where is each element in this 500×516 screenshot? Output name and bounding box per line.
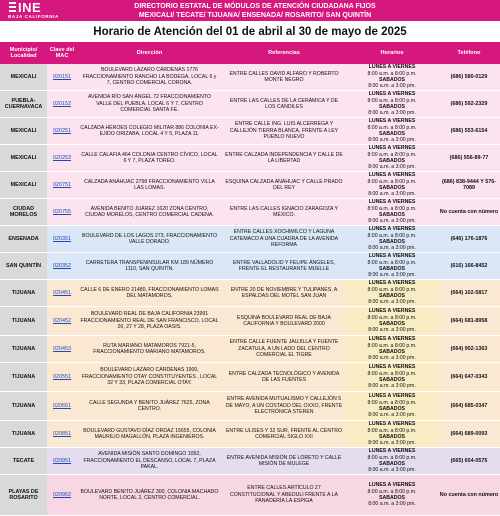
schedule-cell <box>346 336 438 363</box>
reference-cell: ENTRE VALLADOLID Y FELIPE ÁNGELES, FRENTE EL RESTAURANTE MUELLE <box>222 253 346 280</box>
table-row <box>0 145 500 172</box>
table-row <box>0 64 500 91</box>
phone-cell: (686) 553-6154 <box>438 118 500 145</box>
phone-cell: (664) 102-5817 <box>438 280 500 307</box>
module-code-link[interactable]: 020851 <box>47 421 77 448</box>
weekday-label: LUNES A VIERNES <box>368 336 416 343</box>
phone-cell: (664) 902-1363 <box>438 336 500 363</box>
municipio-cell: MEXICALI <box>0 118 47 145</box>
address-cell: CALZADA HÉROES COLEGIO MILITAR 886 COLONIA EX-EJIDO ORIZABA, LOCAL 4 Y 5, PLAZA 11. <box>77 118 222 145</box>
schedule-cell <box>346 392 438 421</box>
schedule-cell <box>346 448 438 475</box>
table-row <box>0 421 500 448</box>
phone-cell: (686) 592-2329 <box>438 91 500 118</box>
table-row <box>0 172 500 199</box>
weekday-hours: 8:00 a.m. a 8:00 p.m. <box>367 488 417 495</box>
saturday-label: SABADOS <box>379 158 405 164</box>
saturday-label: SABADOS <box>379 321 405 327</box>
reference-cell: ESQUINA CALZADA ANÁHUAC Y CALLE PRADO DEL REY <box>222 172 346 199</box>
reference-cell: ENTRE CALLE FUENTE JAUJILLA Y FUENTE ZACATULA, A UN LADO DEL CENTRO COMERCIAL EL TIGRE <box>222 336 346 363</box>
municipio-cell: TIJUANA <box>0 363 47 392</box>
weekday-label: LUNES A VIERNES <box>368 280 416 287</box>
municipio-cell: TIJUANA <box>0 280 47 307</box>
saturday-label: SABADOS <box>379 131 405 137</box>
reference-cell: ENTRE CALLES ARTÍCULO 27 CONSTITUCIONAL Y ABEDULI FRENTE A LA PANADERÍA LA ESPIGA <box>222 475 346 516</box>
reference-cell: ENTRE LAS CALLES DE LA CERÁMICA Y DE LOS CANDILES <box>222 91 346 118</box>
ine-logo <box>0 0 62 21</box>
weekday-hours: 8:00 a.m. a 8:00 p.m. <box>367 399 417 406</box>
table-row <box>0 226 500 253</box>
weekday-hours: 8:00 a.m. a 8:00 p.m. <box>367 314 417 321</box>
weekday-hours: 8:00 a.m. a 8:00 p.m. <box>367 427 417 434</box>
saturday-hours: 8:00 a.m. a 3:00 pm. <box>368 218 416 225</box>
logo-subtitle: BAJA CALIFORNIA <box>8 14 59 19</box>
table-row <box>0 118 500 145</box>
weekday-hours: 8:00 a.m. a 8:00 p.m. <box>367 178 417 185</box>
module-code-link[interactable]: 020351 <box>47 226 77 253</box>
saturday-hours: 8:00 a.m. a 3:00 pm. <box>368 467 416 474</box>
saturday-label: SABADOS <box>379 434 405 440</box>
weekday-label: LUNES A VIERNES <box>368 199 416 206</box>
module-code-link[interactable]: 020352 <box>47 253 77 280</box>
column-header-municipio: Municipio/ Localidad <box>0 42 47 64</box>
directory-title-line2: MEXICALI/ TECATE/ TIJUANA/ ENSENADA/ ROSARITO/ SAN QUINTÍN <box>138 12 372 19</box>
address-cell: BOULEVARD LÁZARO CÁRDENAS 1776 FRACCIONAMIENTO RANCHO LA BODEGA, LOCAL 6 y 7, CENTRO COMERCIAL CORONA. <box>77 64 222 91</box>
column-header-direccion: Dirección <box>77 42 222 64</box>
saturday-hours: 8:00 a.m. a 3:00 pm. <box>368 191 416 198</box>
reference-cell: ENTRE 20 DE NOVIEMBRE Y TULIPANES, A ESPALDAS DEL MOTEL SAN JUAN <box>222 280 346 307</box>
saturday-hours: 8:00 a.m. a 3:00 pm. <box>368 299 416 306</box>
column-header-referencias: Referencias <box>222 42 346 64</box>
module-code-link[interactable]: 020152 <box>47 91 77 118</box>
saturday-label: SABADOS <box>379 239 405 245</box>
weekday-label: LUNES A VIERNES <box>368 226 416 233</box>
table-row <box>0 475 500 516</box>
table-row <box>0 280 500 307</box>
phone-cell: No cuenta con número <box>438 475 500 516</box>
reference-cell: ENTRE CALZADA INDEPENDENCIA Y CALLE DE LA LIBERTAD <box>222 145 346 172</box>
address-cell: BOULEVARD LÁZARO CÁRDENAS 1900, FRACCIONAMIENTO OTAY CONSTITUYENTES , LOCAL 32 Y 33, PLAZA COMERCIAL OTAY. <box>77 363 222 392</box>
saturday-hours: 8:00 a.m. a 3:00 pm. <box>368 383 416 390</box>
directory-title-line1: DIRECTORIO ESTATAL DE MÓDULOS DE ATENCIÓN CIUDADANA FIJOS <box>134 3 376 10</box>
saturday-label: SABADOS <box>379 104 405 110</box>
municipio-cell: CIUDAD MORELOS <box>0 199 47 226</box>
address-cell: AVENIDA RÍO SAN ÁNGEL 72 FRACCIONAMIENTO VALLE DEL PUEBLA, LOCAL 6 Y 7, CENTRO COMERCIAL SANTA FE. <box>77 91 222 118</box>
table-row <box>0 307 500 336</box>
column-header-clave: Clave del MAC <box>47 42 77 64</box>
table-row <box>0 253 500 280</box>
address-cell: CALLE SEGUNDA Y BENITO JUÁREZ 7625, ZONA CENTRO. <box>77 392 222 421</box>
weekday-hours: 8:00 a.m. a 8:00 p.m. <box>367 97 417 104</box>
schedule-cell <box>346 253 438 280</box>
directory-title <box>70 2 440 20</box>
phone-cell: (616) 166-8452 <box>438 253 500 280</box>
reference-cell: ENTRE AVENIDA MUTUALISMO Y CALLEJÓN 5 DE MAYO, A UN COSTADO DEL OXXO, FRENTE ELECTRÓNICA STEREN <box>222 392 346 421</box>
address-cell: CALZADA ANÁHUAC 2798 FRACCIONAMIENTO VILLA LAS LOMAS. <box>77 172 222 199</box>
weekday-label: LUNES A VIERNES <box>368 308 416 315</box>
saturday-hours: 8:00 a.m. a 3:00 pm. <box>368 412 416 419</box>
address-cell: AVENIDA MISIÓN SANTO DOMINGO 1052, FRACCIONAMIENTO EL DESCANSO, LOCAL 7, PLAZA PAKAL. <box>77 448 222 475</box>
saturday-hours: 8:00 a.m. a 3:00 pm. <box>368 110 416 117</box>
saturday-hours: 8:00 a.m. a 3:00 pm. <box>368 272 416 279</box>
address-cell: CALLE CALAFIA 464 COLONIA CENTRO CÍVICO, LOCAL 6 Y 7, PLAZA TOREO. <box>77 145 222 172</box>
weekday-hours: 8:00 a.m. a 8:00 p.m. <box>367 232 417 239</box>
municipio-cell: TIJUANA <box>0 421 47 448</box>
schedule-cell <box>346 172 438 199</box>
reference-cell: ENTRE CALLES DAVID ALFARO Y ROBERTO MONTE NEGRO <box>222 64 346 91</box>
weekday-hours: 8:00 a.m. a 8:00 p.m. <box>367 454 417 461</box>
reference-cell: ENTRE CALLES XOCHIMILCO Y LAGUNA CATEMACO A UNA CUADRA DE LA AVENIDA REFORMA <box>222 226 346 253</box>
reference-cell: ENTRE CALLE ING. LUIS ALCERREGA Y CALLEJÓN TIERRA BLANCA, FRENTE A LEY PUEBLO NUEVO <box>222 118 346 145</box>
module-code-link[interactable]: 020452 <box>47 307 77 336</box>
reference-cell: ENTRE AVENIDA MISIÓN DE LORETO Y CALLE MISIÓN DE MULEGE <box>222 448 346 475</box>
phone-cell: (646) 176-1876 <box>438 226 500 253</box>
module-code-link[interactable]: 020651 <box>47 392 77 421</box>
schedule-cell <box>346 421 438 448</box>
schedule-cell <box>346 118 438 145</box>
schedule-cell <box>346 145 438 172</box>
schedule-cell <box>346 64 438 91</box>
saturday-hours: 8:00 a.m. a 3:00 pm. <box>368 137 416 144</box>
module-code-link[interactable]: 020551 <box>47 363 77 392</box>
weekday-label: LUNES A VIERNES <box>368 448 416 455</box>
table-row <box>0 336 500 363</box>
saturday-hours: 8:00 a.m. a 3:00 pm. <box>368 501 416 508</box>
module-code-link[interactable]: 020251 <box>47 118 77 145</box>
module-code-link[interactable]: 020451 <box>47 280 77 307</box>
weekday-label: LUNES A VIERNES <box>368 421 416 428</box>
weekday-label: LUNES A VIERNES <box>368 145 416 152</box>
weekday-label: LUNES A VIERNES <box>368 118 416 125</box>
weekday-hours: 8:00 a.m. a 8:00 p.m. <box>367 151 417 158</box>
module-code-link[interactable]: 020751 <box>47 172 77 199</box>
table-row <box>0 91 500 118</box>
saturday-label: SABADOS <box>379 293 405 299</box>
table-row <box>0 448 500 475</box>
municipio-cell: MEXICALI <box>0 64 47 91</box>
reference-cell: ENTRE ULISES Y 32 SUR, FRENTE AL CENTRO COMERCIAL SIGLO XXI <box>222 421 346 448</box>
address-cell: CARRETERA TRANSPENINSULAR KM 189 NÚMERO 1110, SAN QUINTÍN. <box>77 253 222 280</box>
saturday-hours: 8:00 a.m. a 3:00 pm. <box>368 164 416 171</box>
municipio-cell: PLAYAS DE ROSARITO <box>0 475 47 516</box>
phone-cell: (664) 689-0093 <box>438 421 500 448</box>
reference-cell: ESQUINA BOULEVARD REAL DE BAJA CALIFORNIA Y BOULEVARD 2000 <box>222 307 346 336</box>
reference-cell: ENTRE LAS CALLES IGNACIO ZARAGOZA Y MÉXICO. <box>222 199 346 226</box>
module-code-link[interactable]: 020951 <box>47 448 77 475</box>
schedule-cell <box>346 475 438 516</box>
weekday-label: LUNES A VIERNES <box>368 253 416 260</box>
saturday-label: SABADOS <box>379 266 405 272</box>
saturday-hours: 8:00 a.m. a 3:00 pm. <box>368 245 416 252</box>
saturday-label: SABADOS <box>379 377 405 383</box>
weekday-label: LUNES A VIERNES <box>368 393 416 400</box>
municipio-cell: PUEBLA-CUERNAVACA <box>0 91 47 118</box>
column-header-horarios: Horarios <box>346 42 438 64</box>
municipio-cell: MEXICALI <box>0 145 47 172</box>
saturday-label: SABADOS <box>379 495 405 501</box>
municipio-cell: ENSENADA <box>0 226 47 253</box>
table-row <box>0 363 500 392</box>
address-cell: BOULEVARD BENITO JUÁREZ 300, COLONIA MACHADO NORTE, LOCAL 2, CENTRO COMERCIAL. <box>77 475 222 516</box>
municipio-cell: TIJUANA <box>0 307 47 336</box>
municipio-cell: TIJUANA <box>0 392 47 421</box>
phone-cell: (686) 556-89-77 <box>438 145 500 172</box>
address-cell: BOULEVARD DE LOS LAGOS 273, FRACCIONAMIENTO VALLE DORADO. <box>77 226 222 253</box>
saturday-label: SABADOS <box>379 461 405 467</box>
municipio-cell: TIJUANA <box>0 336 47 363</box>
municipio-cell: TECATE <box>0 448 47 475</box>
module-code-link[interactable]: 020453 <box>47 336 77 363</box>
phone-cell: (664) 681-8958 <box>438 307 500 336</box>
phone-cell: (686) 580-0129 <box>438 64 500 91</box>
module-code-link[interactable]: 020952 <box>47 475 77 516</box>
schedule-cell <box>346 199 438 226</box>
address-cell: RUTA MARIANO MATAMOROS 7921-5, FRACCIONAMIENTO MARIANO MATAMOROS. <box>77 336 222 363</box>
saturday-hours: 8:00 a.m. a 3:00 pm. <box>368 440 416 447</box>
weekday-label: LUNES A VIERNES <box>368 91 416 98</box>
phone-cell: (664) 685-0347 <box>438 392 500 421</box>
weekday-hours: 8:00 a.m. a 8:00 p.m. <box>367 259 417 266</box>
schedule-cell <box>346 280 438 307</box>
table-row <box>0 392 500 421</box>
saturday-hours: 8:00 a.m. a 3:00 pm. <box>368 355 416 362</box>
saturday-label: SABADOS <box>379 77 405 83</box>
logo-stripes-icon <box>9 2 16 12</box>
saturday-label: SABADOS <box>379 349 405 355</box>
schedule-cell <box>346 307 438 336</box>
weekday-hours: 8:00 a.m. a 8:00 p.m. <box>367 286 417 293</box>
saturday-hours: 8:00 a.m. a 3:00 pm. <box>368 327 416 334</box>
weekday-label: LUNES A VIERNES <box>368 364 416 371</box>
phone-cell: (665) 654-0575 <box>438 448 500 475</box>
page-title: Horario de Atención del 01 de abril al 30 de mayo de 2025 <box>93 26 407 38</box>
municipio-cell: SAN QUINTÍN <box>0 253 47 280</box>
weekday-hours: 8:00 a.m. a 8:00 p.m. <box>367 205 417 212</box>
column-header-telefono: Teléfono <box>438 42 500 64</box>
weekday-hours: 8:00 a.m. a 8:00 p.m. <box>367 370 417 377</box>
weekday-hours: 8:00 a.m. a 8:00 p.m. <box>367 70 417 77</box>
schedule-cell <box>346 91 438 118</box>
saturday-label: SABADOS <box>379 185 405 191</box>
address-cell: BOULEVARD GUSTAVO DÍAZ ORDAZ 15655, COLONIA MAURILIO MAGALLÓN, PLAZA INGENIEROS. <box>77 421 222 448</box>
phone-cell: (686) 838-9444 Y 576-7089 <box>438 172 500 199</box>
saturday-label: SABADOS <box>379 212 405 218</box>
module-code-link[interactable]: 020151 <box>47 64 77 91</box>
municipio-cell: MEXICALI <box>0 172 47 199</box>
weekday-hours: 8:00 a.m. a 8:00 p.m. <box>367 342 417 349</box>
module-code-link[interactable]: 020253 <box>47 145 77 172</box>
address-cell: AVENIDA BENITO JUÁREZ 1620 ZONA CENTRO, CIUDAD MORELOS, CENTRO COMERCIAL CADENA. <box>77 199 222 226</box>
address-cell: BOULEVARD REAL DE BAJA CALIFORNIA 23991 FRACCIONAMIENTO REAL DE SAN FRANCISCO, LOCAL 26, 27 Y 28, PLAZA OASIS. <box>77 307 222 336</box>
module-code-link[interactable]: 020755 <box>47 199 77 226</box>
weekday-label: LUNES A VIERNES <box>368 482 416 489</box>
schedule-cell <box>346 226 438 253</box>
weekday-label: LUNES A VIERNES <box>368 172 416 179</box>
logo-mark-text: INE <box>18 0 42 15</box>
phone-cell: No cuenta con número <box>438 199 500 226</box>
reference-cell: ENTRE CALZADA TECNOLÓGICO Y AVENIDA DE LAS FUENTES <box>222 363 346 392</box>
weekday-label: LUNES A VIERNES <box>368 64 416 71</box>
schedule-cell <box>346 363 438 392</box>
saturday-label: SABADOS <box>379 406 405 412</box>
address-cell: CALLE 6 DE ENERO 21480, FRACCIONAMIENTO LOMAS DEL MATAMOROS. <box>77 280 222 307</box>
saturday-hours: 8:00 a.m. a 3:00 pm. <box>368 83 416 90</box>
phone-cell: (664) 647-0343 <box>438 363 500 392</box>
weekday-hours: 8:00 a.m. a 8:00 p.m. <box>367 124 417 131</box>
table-row <box>0 199 500 226</box>
